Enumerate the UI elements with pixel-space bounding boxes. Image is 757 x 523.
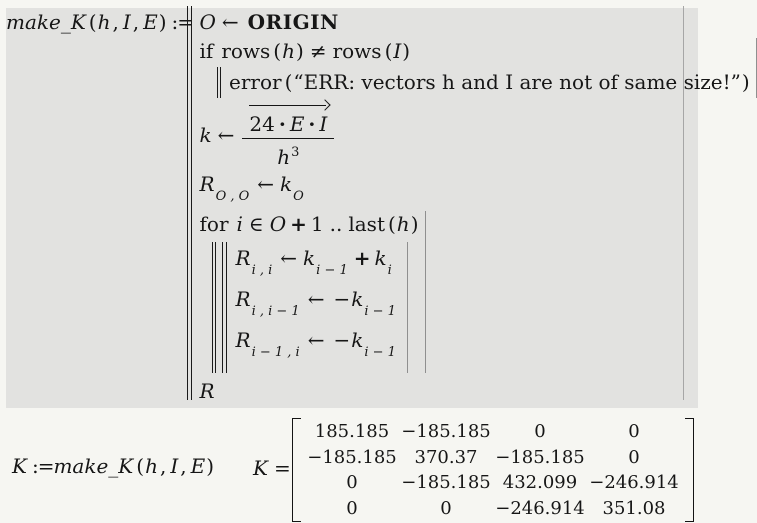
math-run: i − 1 xyxy=(316,263,348,278)
math-run: O xyxy=(293,189,304,204)
math-run: ( xyxy=(384,39,393,63)
math-run: R xyxy=(199,172,215,196)
math-run: k xyxy=(351,328,364,352)
math-run: O xyxy=(199,10,216,34)
math-run: O xyxy=(269,212,287,236)
math-run: I xyxy=(319,111,328,136)
math-run: · xyxy=(278,111,286,136)
for-block xyxy=(200,211,426,373)
math-run: 24 xyxy=(249,111,275,136)
math-run: ) xyxy=(741,70,750,94)
math-run: error xyxy=(229,70,282,94)
math-run: i xyxy=(236,212,243,236)
math-run: i − 1 , i xyxy=(251,345,300,360)
matrix-cell: 185.185 xyxy=(314,421,390,443)
math-run: I xyxy=(122,10,131,34)
program-block xyxy=(187,6,750,403)
math-run: I xyxy=(393,39,402,63)
math-run: h xyxy=(145,454,158,478)
math-run: ( xyxy=(284,70,293,94)
math-run: k xyxy=(351,287,364,311)
matrix-cell: −185.185 xyxy=(401,472,491,494)
matrix-cell: 351.08 xyxy=(602,497,666,519)
stmt-error xyxy=(229,67,750,98)
program-body xyxy=(199,6,750,403)
math-run: i xyxy=(387,263,392,278)
nested-bracket-icon xyxy=(217,67,222,98)
math-run: for xyxy=(199,212,229,236)
math-run: ( xyxy=(387,212,396,236)
math-run: ← xyxy=(257,172,275,196)
math-run: ≠ xyxy=(309,39,327,63)
math-run: make_K xyxy=(6,10,86,34)
math-run: ← xyxy=(280,246,298,270)
math-run: R xyxy=(235,328,251,352)
stmt-r-lower xyxy=(236,287,398,328)
math-run: k xyxy=(303,246,316,270)
math-run: ← xyxy=(221,10,239,34)
math-run: ) xyxy=(158,10,167,34)
matrix-cell: −185.185 xyxy=(495,446,585,468)
math-run: E xyxy=(289,111,305,136)
math-run: h xyxy=(282,39,295,63)
math-run: k xyxy=(374,246,387,270)
math-run: 3 xyxy=(291,144,300,160)
stmt-r-upper xyxy=(236,328,398,369)
matrix-cell: 0 xyxy=(534,421,546,443)
math-run: k xyxy=(280,172,293,196)
math-run: i − 1 xyxy=(364,345,396,360)
math-run: + xyxy=(290,212,307,236)
matrix-cell: −246.914 xyxy=(495,497,585,519)
stmt-r-init xyxy=(200,171,306,209)
math-run: i − 1 xyxy=(364,304,396,319)
math-run: − xyxy=(333,287,351,311)
function-signature xyxy=(6,8,193,36)
matrix-cell: −185.185 xyxy=(307,446,397,468)
stmt-k-assign xyxy=(200,103,335,167)
result-matrix[interactable] xyxy=(292,418,694,522)
math-run: ← xyxy=(307,328,325,352)
math-run: R xyxy=(235,287,251,311)
math-run: ( xyxy=(88,10,97,34)
matrix-cell: −185.185 xyxy=(401,421,491,443)
math-run: ( xyxy=(273,39,282,63)
matrix-cell: 0 xyxy=(346,472,358,494)
math-run: make_K xyxy=(53,454,134,478)
k-lhs xyxy=(200,122,241,148)
stmt-for xyxy=(200,211,419,238)
math-run: ← xyxy=(307,287,325,311)
math-run: · xyxy=(308,111,316,136)
math-run: R xyxy=(199,379,215,403)
math-run: E xyxy=(143,10,158,34)
math-run: ) xyxy=(410,212,419,236)
vectorize-arrow-icon xyxy=(249,113,327,135)
stmt-return xyxy=(200,378,215,404)
k-assignment-region[interactable] xyxy=(12,452,214,480)
math-run: , xyxy=(112,10,119,34)
math-run: := xyxy=(31,454,54,478)
math-run: i , i − 1 xyxy=(251,304,300,319)
math-run: , xyxy=(132,10,140,34)
for-body xyxy=(212,242,408,373)
math-run: + xyxy=(353,246,371,270)
math-run: ) xyxy=(402,39,411,63)
fraction-numerator xyxy=(242,102,334,138)
math-run: if xyxy=(199,39,214,63)
math-run: ( xyxy=(136,454,145,478)
matrix-cell: 0 xyxy=(440,497,452,519)
nested-bracket-icon xyxy=(212,242,217,373)
stmt-if-condition xyxy=(200,38,411,64)
math-run: last xyxy=(348,212,385,236)
math-run: := xyxy=(171,10,194,34)
if-block xyxy=(200,38,757,98)
math-run: rows xyxy=(221,39,271,63)
math-run: K xyxy=(12,454,27,478)
math-run: R xyxy=(235,246,251,270)
stmt-r-diag xyxy=(236,246,394,287)
math-run: − xyxy=(333,328,351,352)
if-body xyxy=(217,67,750,98)
math-run: “ERR: vectors h and I are not of same size!” xyxy=(293,70,741,94)
for-body-statements xyxy=(236,242,408,373)
nested-bracket-icon xyxy=(222,242,227,373)
fraction xyxy=(242,102,334,169)
math-run: = xyxy=(273,456,291,480)
math-run: K xyxy=(253,456,268,480)
fraction-denominator xyxy=(277,139,299,169)
matrix-cell: 370.37 xyxy=(414,446,478,468)
math-run: h xyxy=(396,212,410,236)
k-evaluation-lhs[interactable] xyxy=(253,454,297,482)
stmt-origin xyxy=(200,9,339,35)
math-run: rows xyxy=(332,39,382,63)
matrix-cell: 0 xyxy=(346,497,358,519)
math-run: E xyxy=(190,454,206,478)
matrix-values xyxy=(305,418,681,522)
matrix-cell: 0 xyxy=(628,446,640,468)
math-run: ORIGIN xyxy=(247,10,339,34)
matrix-bracket-left-icon xyxy=(292,418,301,522)
math-run: I xyxy=(170,454,179,478)
math-run: h xyxy=(277,144,291,169)
math-run: k xyxy=(199,123,212,147)
matrix-cell: 0 xyxy=(628,421,640,443)
math-run: ) xyxy=(296,39,304,63)
math-run: ) xyxy=(206,454,214,478)
matrix-cell: 432.099 xyxy=(502,472,578,494)
math-run: O , O xyxy=(215,189,250,204)
math-run: , xyxy=(159,454,167,478)
math-run: h xyxy=(97,10,111,34)
math-run: , xyxy=(180,454,187,478)
math-run: 1 xyxy=(310,212,324,236)
matrix-cell: −246.914 xyxy=(589,472,679,494)
math-run: i , i xyxy=(251,263,273,278)
math-run: .. xyxy=(329,212,343,236)
math-run: ∈ xyxy=(248,212,264,236)
matrix-bracket-right-icon xyxy=(685,418,694,522)
program-bracket-icon xyxy=(187,6,192,400)
math-run: ← xyxy=(217,123,235,147)
